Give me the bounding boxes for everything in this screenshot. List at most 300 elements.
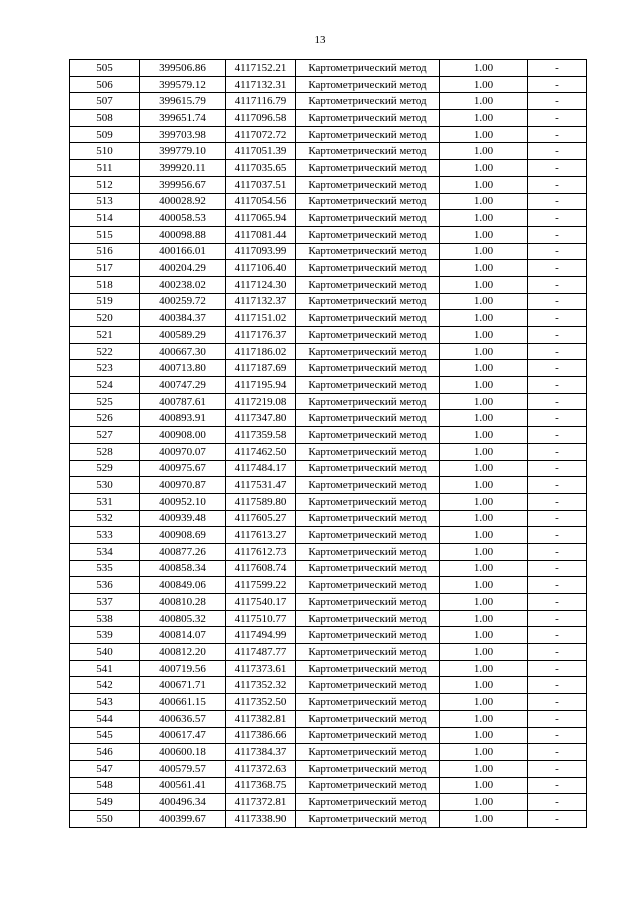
table-row (70, 543, 587, 560)
accuracy-cell: 1.00 (440, 527, 528, 544)
method-cell: Картометрический метод (296, 560, 440, 577)
y-coordinate-cell: 4117176.37 (226, 327, 296, 344)
y-coordinate-cell: 4117106.40 (226, 260, 296, 277)
x-coordinate-cell: 400496.34 (140, 794, 226, 811)
point-number-cell: 518 (70, 276, 140, 293)
accuracy-cell: 1.00 (440, 594, 528, 611)
accuracy-cell: 1.00 (440, 477, 528, 494)
table-row (70, 477, 587, 494)
accuracy-cell: 1.00 (440, 493, 528, 510)
y-coordinate-cell: 4117359.58 (226, 427, 296, 444)
accuracy-cell: 1.00 (440, 710, 528, 727)
note-cell: - (528, 627, 587, 644)
y-coordinate-cell: 4117352.32 (226, 677, 296, 694)
x-coordinate-cell: 400747.29 (140, 377, 226, 394)
y-coordinate-cell: 4117510.77 (226, 610, 296, 627)
point-number-cell: 533 (70, 527, 140, 544)
x-coordinate-cell: 400671.71 (140, 677, 226, 694)
coordinates-table (69, 59, 587, 828)
accuracy-cell: 1.00 (440, 443, 528, 460)
method-cell: Картометрический метод (296, 160, 440, 177)
accuracy-cell: 1.00 (440, 677, 528, 694)
x-coordinate-cell: 400812.20 (140, 644, 226, 661)
method-cell: Картометрический метод (296, 93, 440, 110)
x-coordinate-cell: 400805.32 (140, 610, 226, 627)
y-coordinate-cell: 4117187.69 (226, 360, 296, 377)
method-cell: Картометрический метод (296, 343, 440, 360)
note-cell: - (528, 794, 587, 811)
note-cell: - (528, 577, 587, 594)
x-coordinate-cell: 400589.29 (140, 327, 226, 344)
table-row (70, 427, 587, 444)
x-coordinate-cell: 399579.12 (140, 76, 226, 93)
x-coordinate-cell: 400713.80 (140, 360, 226, 377)
accuracy-cell: 1.00 (440, 343, 528, 360)
x-coordinate-cell: 400939.48 (140, 510, 226, 527)
x-coordinate-cell: 400098.88 (140, 226, 226, 243)
accuracy-cell: 1.00 (440, 727, 528, 744)
point-number-cell: 517 (70, 260, 140, 277)
method-cell: Картометрический метод (296, 143, 440, 160)
point-number-cell: 525 (70, 393, 140, 410)
note-cell: - (528, 226, 587, 243)
table-row (70, 460, 587, 477)
method-cell: Картометрический метод (296, 594, 440, 611)
note-cell: - (528, 243, 587, 260)
x-coordinate-cell: 399920.11 (140, 160, 226, 177)
accuracy-cell: 1.00 (440, 360, 528, 377)
point-number-cell: 519 (70, 293, 140, 310)
note-cell: - (528, 710, 587, 727)
table-row (70, 343, 587, 360)
method-cell: Картометрический метод (296, 393, 440, 410)
x-coordinate-cell: 400975.67 (140, 460, 226, 477)
accuracy-cell: 1.00 (440, 176, 528, 193)
y-coordinate-cell: 4117372.81 (226, 794, 296, 811)
point-number-cell: 532 (70, 510, 140, 527)
table-row (70, 410, 587, 427)
point-number-cell: 534 (70, 543, 140, 560)
x-coordinate-cell: 399703.98 (140, 126, 226, 143)
accuracy-cell: 1.00 (440, 660, 528, 677)
x-coordinate-cell: 400893.91 (140, 410, 226, 427)
accuracy-cell: 1.00 (440, 794, 528, 811)
note-cell: - (528, 160, 587, 177)
y-coordinate-cell: 4117605.27 (226, 510, 296, 527)
method-cell: Картометрический метод (296, 810, 440, 827)
x-coordinate-cell: 400579.57 (140, 760, 226, 777)
y-coordinate-cell: 4117368.75 (226, 777, 296, 794)
y-coordinate-cell: 4117531.47 (226, 477, 296, 494)
accuracy-cell: 1.00 (440, 60, 528, 77)
accuracy-cell: 1.00 (440, 160, 528, 177)
table-row (70, 660, 587, 677)
y-coordinate-cell: 4117132.37 (226, 293, 296, 310)
x-coordinate-cell: 399506.86 (140, 60, 226, 77)
method-cell: Картометрический метод (296, 660, 440, 677)
point-number-cell: 523 (70, 360, 140, 377)
table-row (70, 727, 587, 744)
accuracy-cell: 1.00 (440, 143, 528, 160)
accuracy-cell: 1.00 (440, 810, 528, 827)
point-number-cell: 516 (70, 243, 140, 260)
y-coordinate-cell: 4117613.27 (226, 527, 296, 544)
y-coordinate-cell: 4117352.50 (226, 694, 296, 711)
note-cell: - (528, 260, 587, 277)
point-number-cell: 543 (70, 694, 140, 711)
method-cell: Картометрический метод (296, 260, 440, 277)
note-cell: - (528, 427, 587, 444)
method-cell: Картометрический метод (296, 760, 440, 777)
note-cell: - (528, 60, 587, 77)
point-number-cell: 522 (70, 343, 140, 360)
accuracy-cell: 1.00 (440, 410, 528, 427)
method-cell: Картометрический метод (296, 226, 440, 243)
x-coordinate-cell: 400636.57 (140, 710, 226, 727)
note-cell: - (528, 393, 587, 410)
method-cell: Картометрический метод (296, 727, 440, 744)
y-coordinate-cell: 4117124.30 (226, 276, 296, 293)
y-coordinate-cell: 4117382.81 (226, 710, 296, 727)
method-cell: Картометрический метод (296, 577, 440, 594)
table-row (70, 493, 587, 510)
y-coordinate-cell: 4117037.51 (226, 176, 296, 193)
x-coordinate-cell: 400667.30 (140, 343, 226, 360)
point-number-cell: 544 (70, 710, 140, 727)
y-coordinate-cell: 4117219.08 (226, 393, 296, 410)
x-coordinate-cell: 400058.53 (140, 210, 226, 227)
table-row (70, 276, 587, 293)
point-number-cell: 526 (70, 410, 140, 427)
method-cell: Картометрический метод (296, 410, 440, 427)
point-number-cell: 524 (70, 377, 140, 394)
point-number-cell: 513 (70, 193, 140, 210)
y-coordinate-cell: 4117132.31 (226, 76, 296, 93)
table-row (70, 443, 587, 460)
table-row (70, 360, 587, 377)
accuracy-cell: 1.00 (440, 293, 528, 310)
point-number-cell: 549 (70, 794, 140, 811)
method-cell: Картометрический метод (296, 527, 440, 544)
table-row (70, 310, 587, 327)
table-row (70, 677, 587, 694)
x-coordinate-cell: 400661.15 (140, 694, 226, 711)
point-number-cell: 521 (70, 327, 140, 344)
method-cell: Картометрический метод (296, 327, 440, 344)
table-row (70, 193, 587, 210)
note-cell: - (528, 276, 587, 293)
note-cell: - (528, 343, 587, 360)
point-number-cell: 505 (70, 60, 140, 77)
method-cell: Картометрический метод (296, 443, 440, 460)
point-number-cell: 511 (70, 160, 140, 177)
x-coordinate-cell: 400810.28 (140, 594, 226, 611)
y-coordinate-cell: 4117054.56 (226, 193, 296, 210)
note-cell: - (528, 93, 587, 110)
note-cell: - (528, 210, 587, 227)
accuracy-cell: 1.00 (440, 93, 528, 110)
point-number-cell: 531 (70, 493, 140, 510)
y-coordinate-cell: 4117612.73 (226, 543, 296, 560)
point-number-cell: 510 (70, 143, 140, 160)
point-number-cell: 536 (70, 577, 140, 594)
y-coordinate-cell: 4117072.72 (226, 126, 296, 143)
x-coordinate-cell: 400719.56 (140, 660, 226, 677)
point-number-cell: 528 (70, 443, 140, 460)
point-number-cell: 547 (70, 760, 140, 777)
table-row (70, 143, 587, 160)
x-coordinate-cell: 400849.06 (140, 577, 226, 594)
accuracy-cell: 1.00 (440, 777, 528, 794)
method-cell: Картометрический метод (296, 310, 440, 327)
method-cell: Картометрический метод (296, 293, 440, 310)
note-cell: - (528, 694, 587, 711)
y-coordinate-cell: 4117195.94 (226, 377, 296, 394)
accuracy-cell: 1.00 (440, 193, 528, 210)
x-coordinate-cell: 400561.41 (140, 777, 226, 794)
table-row (70, 243, 587, 260)
accuracy-cell: 1.00 (440, 610, 528, 627)
point-number-cell: 542 (70, 677, 140, 694)
table-row (70, 760, 587, 777)
note-cell: - (528, 744, 587, 761)
table-row (70, 594, 587, 611)
method-cell: Картометрический метод (296, 543, 440, 560)
point-number-cell: 540 (70, 644, 140, 661)
accuracy-cell: 1.00 (440, 627, 528, 644)
x-coordinate-cell: 400259.72 (140, 293, 226, 310)
note-cell: - (528, 510, 587, 527)
accuracy-cell: 1.00 (440, 210, 528, 227)
accuracy-cell: 1.00 (440, 377, 528, 394)
x-coordinate-cell: 400877.26 (140, 543, 226, 560)
y-coordinate-cell: 4117347.80 (226, 410, 296, 427)
method-cell: Картометрический метод (296, 210, 440, 227)
x-coordinate-cell: 400028.92 (140, 193, 226, 210)
accuracy-cell: 1.00 (440, 644, 528, 661)
method-cell: Картометрический метод (296, 276, 440, 293)
point-number-cell: 527 (70, 427, 140, 444)
note-cell: - (528, 527, 587, 544)
y-coordinate-cell: 4117462.50 (226, 443, 296, 460)
y-coordinate-cell: 4117372.63 (226, 760, 296, 777)
method-cell: Картометрический метод (296, 610, 440, 627)
y-coordinate-cell: 4117386.66 (226, 727, 296, 744)
method-cell: Картометрический метод (296, 627, 440, 644)
accuracy-cell: 1.00 (440, 760, 528, 777)
y-coordinate-cell: 4117152.21 (226, 60, 296, 77)
point-number-cell: 538 (70, 610, 140, 627)
note-cell: - (528, 410, 587, 427)
method-cell: Картометрический метод (296, 243, 440, 260)
x-coordinate-cell: 400384.37 (140, 310, 226, 327)
x-coordinate-cell: 400617.47 (140, 727, 226, 744)
y-coordinate-cell: 4117540.17 (226, 594, 296, 611)
accuracy-cell: 1.00 (440, 243, 528, 260)
note-cell: - (528, 677, 587, 694)
point-number-cell: 507 (70, 93, 140, 110)
x-coordinate-cell: 399956.67 (140, 176, 226, 193)
x-coordinate-cell: 400399.67 (140, 810, 226, 827)
method-cell: Картометрический метод (296, 110, 440, 127)
method-cell: Картометрический метод (296, 493, 440, 510)
y-coordinate-cell: 4117116.79 (226, 93, 296, 110)
point-number-cell: 530 (70, 477, 140, 494)
table-row (70, 393, 587, 410)
note-cell: - (528, 327, 587, 344)
point-number-cell: 506 (70, 76, 140, 93)
note-cell: - (528, 460, 587, 477)
page-number: 13 (314, 34, 326, 46)
point-number-cell: 541 (70, 660, 140, 677)
note-cell: - (528, 143, 587, 160)
x-coordinate-cell: 400166.01 (140, 243, 226, 260)
accuracy-cell: 1.00 (440, 276, 528, 293)
method-cell: Картометрический метод (296, 477, 440, 494)
method-cell: Картометрический метод (296, 777, 440, 794)
note-cell: - (528, 610, 587, 627)
accuracy-cell: 1.00 (440, 510, 528, 527)
x-coordinate-cell: 400787.61 (140, 393, 226, 410)
table-row (70, 377, 587, 394)
note-cell: - (528, 594, 587, 611)
table-row (70, 644, 587, 661)
point-number-cell: 529 (70, 460, 140, 477)
note-cell: - (528, 727, 587, 744)
y-coordinate-cell: 4117384.37 (226, 744, 296, 761)
method-cell: Картометрический метод (296, 644, 440, 661)
accuracy-cell: 1.00 (440, 577, 528, 594)
x-coordinate-cell: 399779.10 (140, 143, 226, 160)
note-cell: - (528, 493, 587, 510)
note-cell: - (528, 543, 587, 560)
accuracy-cell: 1.00 (440, 694, 528, 711)
note-cell: - (528, 126, 587, 143)
method-cell: Картометрический метод (296, 176, 440, 193)
note-cell: - (528, 360, 587, 377)
method-cell: Картометрический метод (296, 794, 440, 811)
accuracy-cell: 1.00 (440, 393, 528, 410)
y-coordinate-cell: 4117589.80 (226, 493, 296, 510)
point-number-cell: 546 (70, 744, 140, 761)
method-cell: Картометрический метод (296, 460, 440, 477)
coordinates-table-body (70, 60, 587, 828)
y-coordinate-cell: 4117608.74 (226, 560, 296, 577)
y-coordinate-cell: 4117373.61 (226, 660, 296, 677)
table-row (70, 293, 587, 310)
note-cell: - (528, 377, 587, 394)
note-cell: - (528, 110, 587, 127)
x-coordinate-cell: 400970.07 (140, 443, 226, 460)
y-coordinate-cell: 4117065.94 (226, 210, 296, 227)
x-coordinate-cell: 400204.29 (140, 260, 226, 277)
y-coordinate-cell: 4117093.99 (226, 243, 296, 260)
y-coordinate-cell: 4117151.02 (226, 310, 296, 327)
accuracy-cell: 1.00 (440, 226, 528, 243)
accuracy-cell: 1.00 (440, 427, 528, 444)
y-coordinate-cell: 4117096.58 (226, 110, 296, 127)
x-coordinate-cell: 400970.87 (140, 477, 226, 494)
table-row (70, 60, 587, 77)
table-row (70, 794, 587, 811)
point-number-cell: 550 (70, 810, 140, 827)
table-row (70, 560, 587, 577)
y-coordinate-cell: 4117338.90 (226, 810, 296, 827)
y-coordinate-cell: 4117051.39 (226, 143, 296, 160)
y-coordinate-cell: 4117484.17 (226, 460, 296, 477)
accuracy-cell: 1.00 (440, 126, 528, 143)
note-cell: - (528, 477, 587, 494)
note-cell: - (528, 644, 587, 661)
table-row (70, 810, 587, 827)
note-cell: - (528, 443, 587, 460)
note-cell: - (528, 777, 587, 794)
method-cell: Картометрический метод (296, 510, 440, 527)
table-row (70, 577, 587, 594)
method-cell: Картометрический метод (296, 744, 440, 761)
x-coordinate-cell: 400908.69 (140, 527, 226, 544)
note-cell: - (528, 760, 587, 777)
accuracy-cell: 1.00 (440, 327, 528, 344)
point-number-cell: 545 (70, 727, 140, 744)
method-cell: Картометрический метод (296, 427, 440, 444)
method-cell: Картометрический метод (296, 60, 440, 77)
point-number-cell: 515 (70, 226, 140, 243)
y-coordinate-cell: 4117081.44 (226, 226, 296, 243)
point-number-cell: 508 (70, 110, 140, 127)
table-row (70, 126, 587, 143)
method-cell: Картометрический метод (296, 76, 440, 93)
y-coordinate-cell: 4117599.22 (226, 577, 296, 594)
note-cell: - (528, 176, 587, 193)
point-number-cell: 514 (70, 210, 140, 227)
table-row (70, 627, 587, 644)
note-cell: - (528, 660, 587, 677)
note-cell: - (528, 310, 587, 327)
y-coordinate-cell: 4117487.77 (226, 644, 296, 661)
accuracy-cell: 1.00 (440, 543, 528, 560)
note-cell: - (528, 76, 587, 93)
accuracy-cell: 1.00 (440, 110, 528, 127)
table-row (70, 176, 587, 193)
x-coordinate-cell: 400238.02 (140, 276, 226, 293)
method-cell: Картометрический метод (296, 677, 440, 694)
method-cell: Картометрический метод (296, 694, 440, 711)
method-cell: Картометрический метод (296, 360, 440, 377)
table-row (70, 160, 587, 177)
note-cell: - (528, 560, 587, 577)
note-cell: - (528, 293, 587, 310)
y-coordinate-cell: 4117186.02 (226, 343, 296, 360)
table-row (70, 527, 587, 544)
method-cell: Картометрический метод (296, 193, 440, 210)
table-row (70, 610, 587, 627)
accuracy-cell: 1.00 (440, 260, 528, 277)
accuracy-cell: 1.00 (440, 744, 528, 761)
y-coordinate-cell: 4117035.65 (226, 160, 296, 177)
accuracy-cell: 1.00 (440, 560, 528, 577)
point-number-cell: 520 (70, 310, 140, 327)
table-row (70, 110, 587, 127)
accuracy-cell: 1.00 (440, 76, 528, 93)
table-row (70, 210, 587, 227)
table-row (70, 93, 587, 110)
point-number-cell: 539 (70, 627, 140, 644)
note-cell: - (528, 193, 587, 210)
point-number-cell: 548 (70, 777, 140, 794)
note-cell: - (528, 810, 587, 827)
accuracy-cell: 1.00 (440, 310, 528, 327)
